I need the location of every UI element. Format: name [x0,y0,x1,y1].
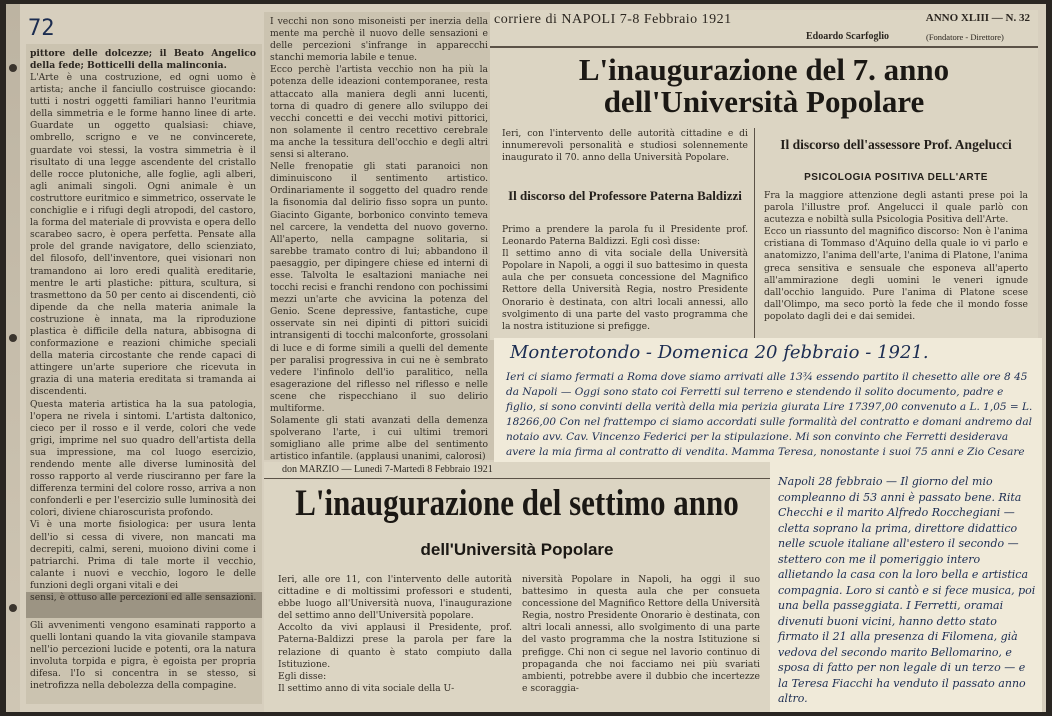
bottom-col1: Ieri, alle ore 11, con l'intervento delle autorità cittadine e di moltissimi professori e studenti, ebbe luogo all'Università nuova, l'inaugurazione del settimo anno dell'Università popolare. Accolto da vivi applausi il Presidente, prof. Paterna-Baldizzi prese la parola per fare la relazione di quanto è stato compiuto dalla Istituzione. Egli disse: Il settimo anno di vita sociale della U- [278,574,512,694]
section1-title: Il discorso del Professore Paterna Baldizzi [508,188,742,203]
masthead-editor: Edoardo Scarfoglio [806,31,890,42]
clipping-middle-column [264,12,494,463]
handwritten-note-monterotondo [494,338,1042,468]
clipping-don-marzio [264,462,770,712]
left-body-text: L'Arte è una costruzione, ed ogni uomo è artista; anche il fanciullo costruisce giocando: tutti i nostri oggetti familiari hanno l'euritmia della simmetria e le forme hanno linee di arte. Guardate un oggetto qualsiasi: chiave, ombrello, scrigno e ve ne convincerete, guardate voi stessi, la vostra simmetria è il risultato di una legge ascendente del cristallo delle rocce plutoniche, alle foglie, agli alberi, agli animali singoli. Ogni animale è un costruttore euritmico e simmetrico, osservate le conchiglie e i rifugi degli atropodi, del castoro, la forma del materiale di provvista e opera dello scarabeo sacro, è opera perfetta. Pensate alla prole del grande navigatore, dello scienziato, del filosofo, dell'inventore, quei visionari non tramandono ai loro eredi qualità ereditarie, mentre le arti plastiche: pittura, scultura, si trasmettono da 50 per cento ai discendenti, ciò dipende da che nella materia animale la costruzione è innata, ma la riproduzione plastica è difficile della natura, abbisogna di conformazione e reazioni chimiche speciali della materia circostante che rende capaci di attingere un'arte superiore che ricevuta in grazia di una materia ereditata si tramanda ai discendenti. Questa materia artistica ha la sua patologia, l'opera ne rivela i sintomi. L'artista daltonico, cieco per il rosso e il verde, colori che vede grigi, imprime nel suo quadro dell'artista della sua impressione, ma col luogo esercizio, rendendo mente alle diverse luminosità del rosso rapporto al verde riusciranno per fare la differenza termini del colore rosso, arriva a non confonderli e per l'esercizio sulle luminosità dei colori, diviene chiaroscurista profondo. Vi è una morte fisiologica: per usura lenta dell'io si cessa di vivere, non mancati ma decrepiti, calmi, sereni, muoiono divini come i patriarchi. Prima di tale morte il vecchio, calante i nuovi e vecchio, logoro le delle funzioni degli organi vitali e dei [30,72,256,591]
binding-hole [9,604,17,612]
masthead-paper: corriere di NAPOLI 7-8 Febbraio 1921 [494,12,732,27]
bottom-rule [264,478,770,479]
bottom-headline: L'inaugurazione del settimo anno [295,481,739,524]
section1-body: Primo a prendere la parola fu il Presidente prof. Leonardo Paterna Baldizzi. Egli così disse: Il settimo anno di vita sociale della Università Popolare in Napoli, a oggi il suo battesimo in questa aula che per consueta concessione del Magnifico Rettore della Università Regia, nostro Presidente Onorario è destinata, con altri locali annessi, allo svolgimento di una parte del vasto programma che la nostra istituzione si prefigge. [502,224,748,332]
left-tail-text: Gli avvenimenti vengono esaminati rapporto a quelli lontani quando la vita giovanile stampava nell'io percezioni lucide e potenti, ora la natura involuta torpida e pigra, è egoista per propria difesa. l'Io si concentra in se stesso, si inetrofizza nella debolezza della compagine. [30,620,256,692]
masthead-editor-role: (Fondatore - Direttore) [926,32,1004,42]
middle-body-text: I vecchi non sono misoneisti per inerzia della mente ma perchè il nuovo delle sensazioni e delle percezioni s'infrange in apparecchi stanchi memoria labile e tenue. Ecco perchè l'artista vecchio non ha più la potenza delle ideazioni contemporanee, resta attaccato alla maniera degli anni lucenti, torna di quadro di genere allo sviluppo dei vecchi concetti e dei vecchi motivi pittorici, non solamente il centro recettivo cerebrale ma anche la tessitura dell'occhio e degli altri sensi si alterano. Nelle frenopatie gli stati paranoici non diminuiscono il sentimento artistico. Ordinariamente il soggetto del quadro rende la fisonomia dal delirio fisso sopra un punto. Giacinto Gigante, borbonico convinto temeva nel carcere, la vendetta del nuovo governo. All'aperto, nella campagne solitaria, si sarebbe tramato contro di lui; abbandono il paesaggio, per dipingere chiese ed interni di esse. Talvolta le esaltazioni maniache nei tocchi recisi e franchi rendono con pochissimi mezzi un'arte che avvicina la potenza del Genio. Scene depressive, fantastiche, cupe osservate sin nei dipinti di pittori suicidi intransigenti di tocchi malconforte, grossolani di luce e di forme simili a quelli del demente per paralisi progressiva in cui ne è sembrato vedere l'infinolo dell'io paralitico, nella esagerazione del riflesso nel riflesso e nelle scene che rispecchiano il suo delirio multiforme. Solamente gli stati avanzati della demenza spolverano l'arte, i cui ultimi tremori somigliano alle prime albe del sentimento artistico infantile. (applausi unanimi, calorosi) [270,16,488,463]
section2-kicker: PSICOLOGIA POSITIVA DELL'ARTE [804,172,988,183]
bottom-dateline: don MARZIO — Lunedì 7-Martedì 8 Febbraio 1921 [282,464,493,475]
clipping-corriere [490,10,1038,340]
corriere-intro: Ieri, con l'intervento delle autorità cittadine e di innumerevoli personalità e studiosi solennemente inaugurato il 70. anno della Università Popolare. [502,128,748,164]
handwritten-note-napoli [770,468,1042,712]
note1-header: Monterotondo - Domenica 20 febbraio - 1921. [510,342,929,363]
binding-hole [9,334,17,342]
scrapbook-page [6,4,1046,712]
masthead-year: ANNO XLIII — N. 32 [925,12,1030,24]
binding-hole [9,64,17,72]
corriere-headline: L'inaugurazione del 7. anno dell'Università Popolare [578,52,950,119]
bottom-subheadline: dell'Università Popolare [420,540,614,559]
left-top-line: pittore delle dolcezze; il Beato Angelico della fede; Botticelli della malinconia. [30,48,256,72]
note2-body: Napoli 28 febbraio — Il giorno del mio compleanno di 53 anni è passato bene. Rita Checchi e il marito Alfredo Rocchegiani — cletta soprano la prima, direttore didattico nelle scuole italiane all'estero il secondo — stettero con me il pomeriggio intero allietando la casa con la loro bella e artistica compagnia. Loro si cantò e si fece musica, poi una bella passeggiata. I Ferretti, oramai divenuti buoni vicini, hanno detto stato firmato il 21 alla presenza di Filomena, già vedova del secondo marito Bellomarino, e sposa di fatto per non legale di un terzo — e la Teresa Fiacchi ha venduto il passato anno altro. [778,475,1036,705]
clipping-left-column [26,44,262,704]
column-divider [754,128,755,338]
note1-body: Ieri ci siamo fermati a Roma dove siamo arrivati alle 13¾ essendo partito il chesetto alle ore 8 45 da Napoli — Oggi sono stato coi Ferretti sul terreno e stendendo il solito documento, padre e figlio, si sono convinti della verità della mia perizia giurata Lire 17397,00 convenuto a L. 1,05 = L. 18266,00 Con nel frattempo ci siamo accordati sulle formalità del contratto e domani andremo dal notaio avv. Cav. Vincenzo Federici per la stipulazione. Mi son convinto che Ferretti desiderava avere la mia firma al contratto di vendita. Mamma Teresa, nonostante i suoi 75 anni e Zio Cesare [506,371,1033,458]
section2-title: Il discorso dell'assessore Prof. Angelucci [780,137,1012,152]
bottom-col2: niversità Popolare in Napoli, ha oggi il suo battesimo in questa aula che per consueta concessione del Magnifico Rettore della Università Regia, nostro Presidente Onorario è destinata, con altri locali annessi, allo svolgimento di una parte del vasto programma che la nostra Istituzione si prefigge. Chi non ci segue nel lavorio continuo di propaganda che noi facciamo nei più svariati ambienti, potrebbe avere il dubbio che incertezze e scoraggia- [522,574,760,694]
section2-body: Fra la maggiore attenzione degli astanti prese poi la parola l'illustre prof. Angelucci il quale parlò con acutezza e nobiltà sulla Psicologia Positiva dell'Arte. Ecco un riassunto del magnifico discorso: Non è l'anima cristiana di Tommaso d'Aquino della quale io vi parlo e anatomizzo, l'anima dell'arte, l'anima di Platone, l'anima greca sensitiva e sensuale che esponeva all'aperto all'ammirazione degli uomini le veneri ignude dall'occhio languido. Pure l'anima di Platone scese dall'Olimpo, ma seco portò la fede che il mondo fosse popolato dagli dei e dai semidei. [764,190,1028,322]
left-highlight-text: sensi, è ottuso alle percezioni ed alle sensazioni. [26,592,262,618]
masthead-rule [490,46,1038,48]
page-number: 72 [28,16,55,41]
binding-strip [6,4,20,712]
